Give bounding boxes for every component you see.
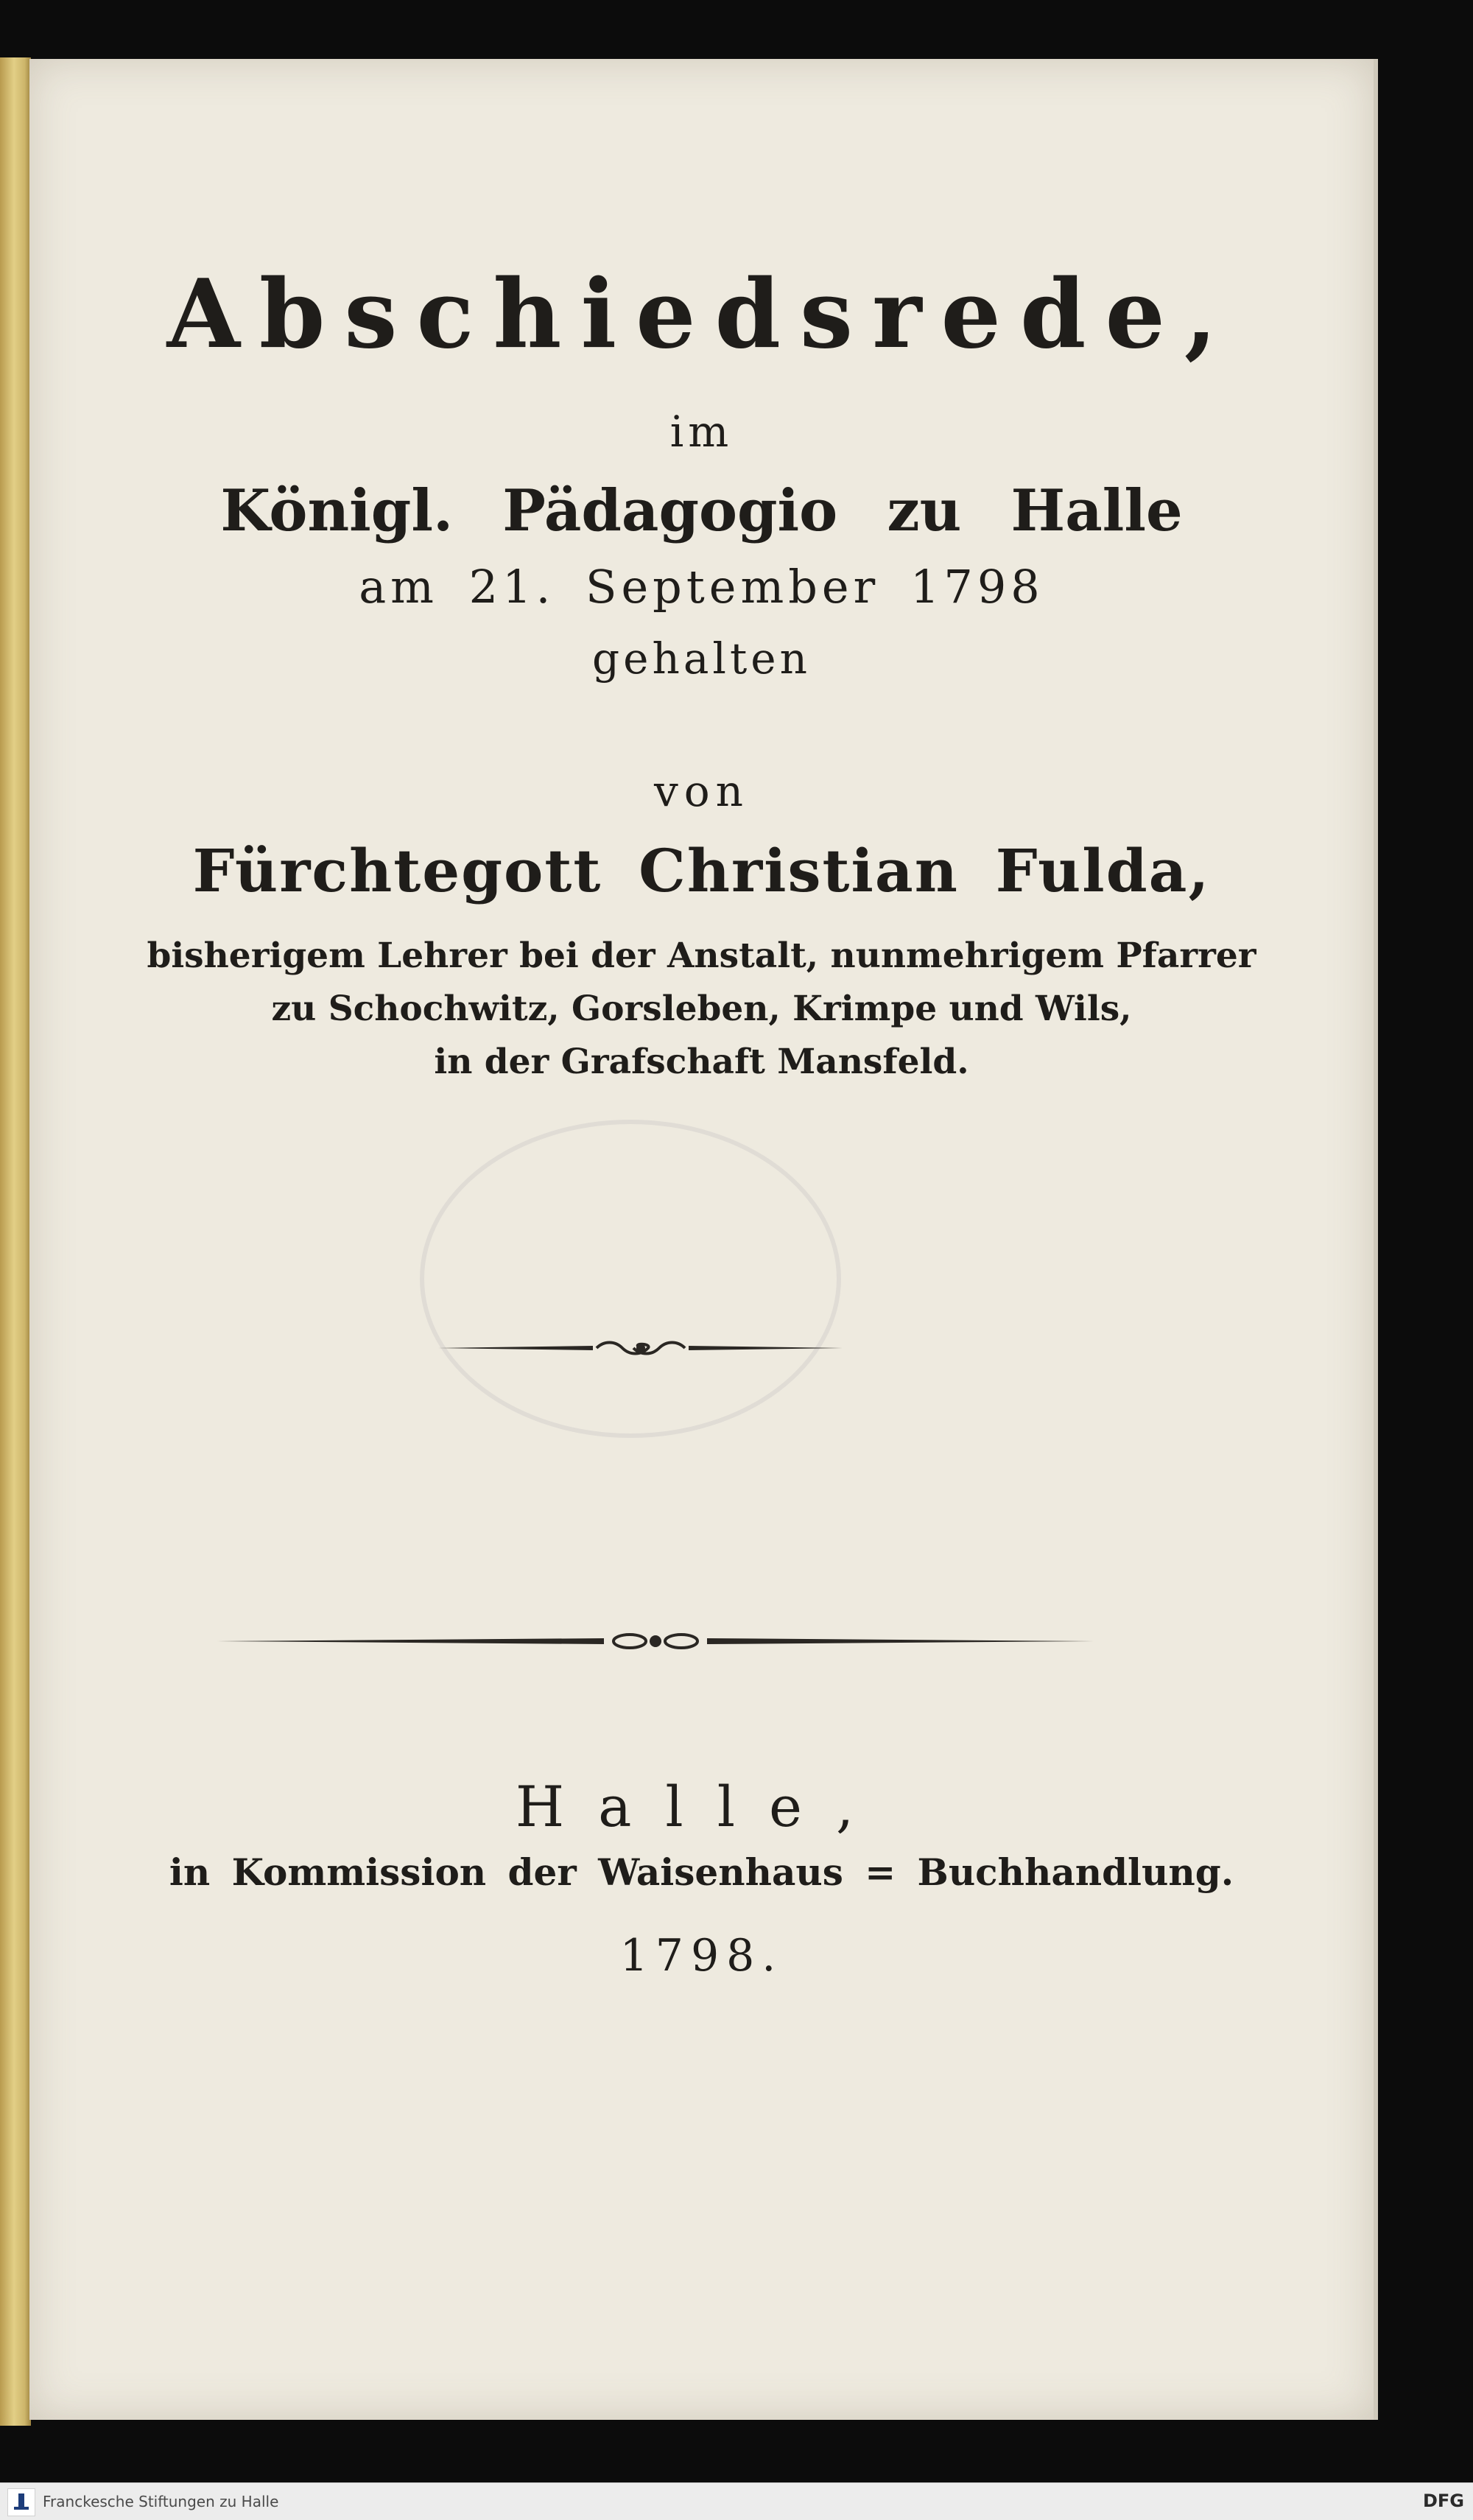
held-label: gehalten [592, 633, 811, 684]
book-spine [0, 57, 31, 2426]
speech-date: am 21. September 1798 [359, 560, 1044, 614]
publication-year: 1798. [619, 1930, 784, 1982]
dfg-logo: DFG [1422, 2491, 1464, 2511]
viewer-footer [0, 2482, 1473, 2520]
school-name: Königl. Pädagogio zu Halle [220, 477, 1183, 544]
library-name: Franckesche Stiftungen zu Halle [43, 2493, 279, 2510]
author-description-line: bisherigem Lehrer bei der Anstalt, nunmehrigem Pfarrer [147, 936, 1256, 976]
ornament-rule-small [438, 1339, 843, 1357]
title-preposition: im [669, 407, 734, 457]
faded-library-stamp [420, 1120, 841, 1438]
publication-place: Halle, [515, 1774, 888, 1839]
ornament-rule-large [217, 1632, 1094, 1650]
page-title: Abschiedsrede, [166, 259, 1237, 370]
by-label: von [653, 766, 750, 816]
author-name: Fürchtegott Christian Fulda, [192, 836, 1211, 905]
author-description-line: in der Grafschaft Mansfeld. [434, 1042, 969, 1082]
publisher: in Kommission der Waisenhaus = Buchhandlung. [169, 1850, 1234, 1894]
author-description-line: zu Schochwitz, Gorsleben, Krimpe und Wils, [271, 989, 1132, 1029]
library-logo-icon [7, 2488, 35, 2516]
title-page [29, 59, 1378, 2420]
